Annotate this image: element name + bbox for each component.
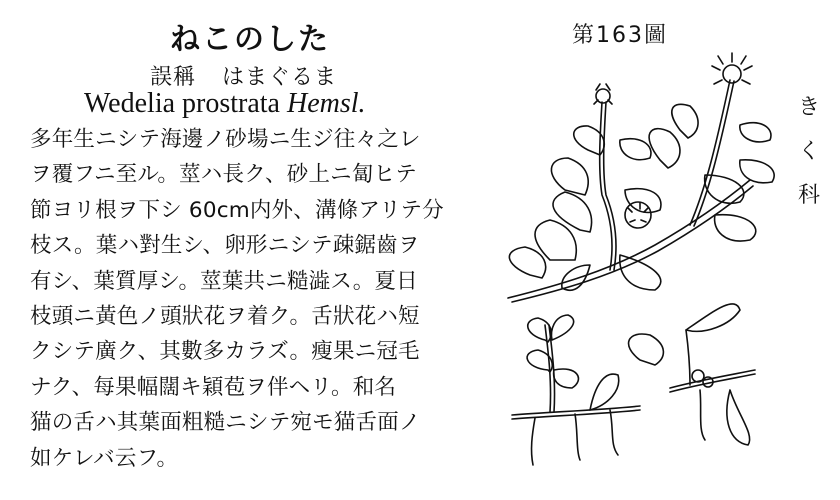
authority: Hemsl.	[287, 88, 366, 119]
japanese-common-name: ねこのした	[170, 22, 330, 57]
description-line: ナク、每果幅闊キ穎苞ヲ伴ヘリ。和名	[30, 374, 397, 400]
description-line: 節ヨリ根ヲ下シ 60cm内外、溝條アリテ分	[30, 197, 444, 223]
figure-number: 第163圖	[572, 23, 668, 48]
plant-illustration	[490, 40, 790, 500]
plant-family-vertical	[796, 86, 822, 218]
description-line: ヲ覆フニ至ル。莖ハ長ク、砂上ニ匐ヒテ	[30, 162, 417, 188]
alias-line	[150, 60, 337, 91]
family-char: き	[797, 95, 820, 120]
scientific-name-line	[84, 88, 366, 120]
alias-value: はまぐるま	[222, 65, 338, 90]
description-text	[30, 122, 470, 476]
alias-label: 誤稱	[150, 65, 197, 90]
lower-left-sprig	[512, 315, 640, 465]
description-line: 多年生ニシテ海邊ノ砂場ニ生ジ往々之レ	[30, 127, 421, 152]
description-line: クシテ廣ク、其數多カラズ。瘦果ニ冠毛	[30, 339, 420, 365]
description-line: 猫の舌ハ其葉面粗糙ニシテ宛モ猫舌面ノ	[30, 410, 421, 436]
flower-heads	[594, 53, 752, 228]
family-char: 科	[797, 183, 820, 208]
scientific-name: Wedelia prostrata	[84, 88, 280, 119]
description-line: 有シ、葉質厚シ。莖葉共ニ糙澁ス。夏日	[30, 268, 418, 294]
upper-branch-stems	[508, 80, 753, 302]
description-line: 枝頭ニ黃色ノ頭狀花ヲ着ク。舌狀花ハ短	[30, 304, 420, 330]
description-line: 枝ス。葉ハ對生シ、卵形ニシテ疎鋸齒ヲ	[30, 233, 420, 259]
upper-leaves	[509, 104, 774, 290]
lower-right-sprig	[629, 304, 755, 445]
family-char: く	[797, 139, 820, 164]
description-line: 如ケレバ云フ。	[30, 445, 179, 471]
